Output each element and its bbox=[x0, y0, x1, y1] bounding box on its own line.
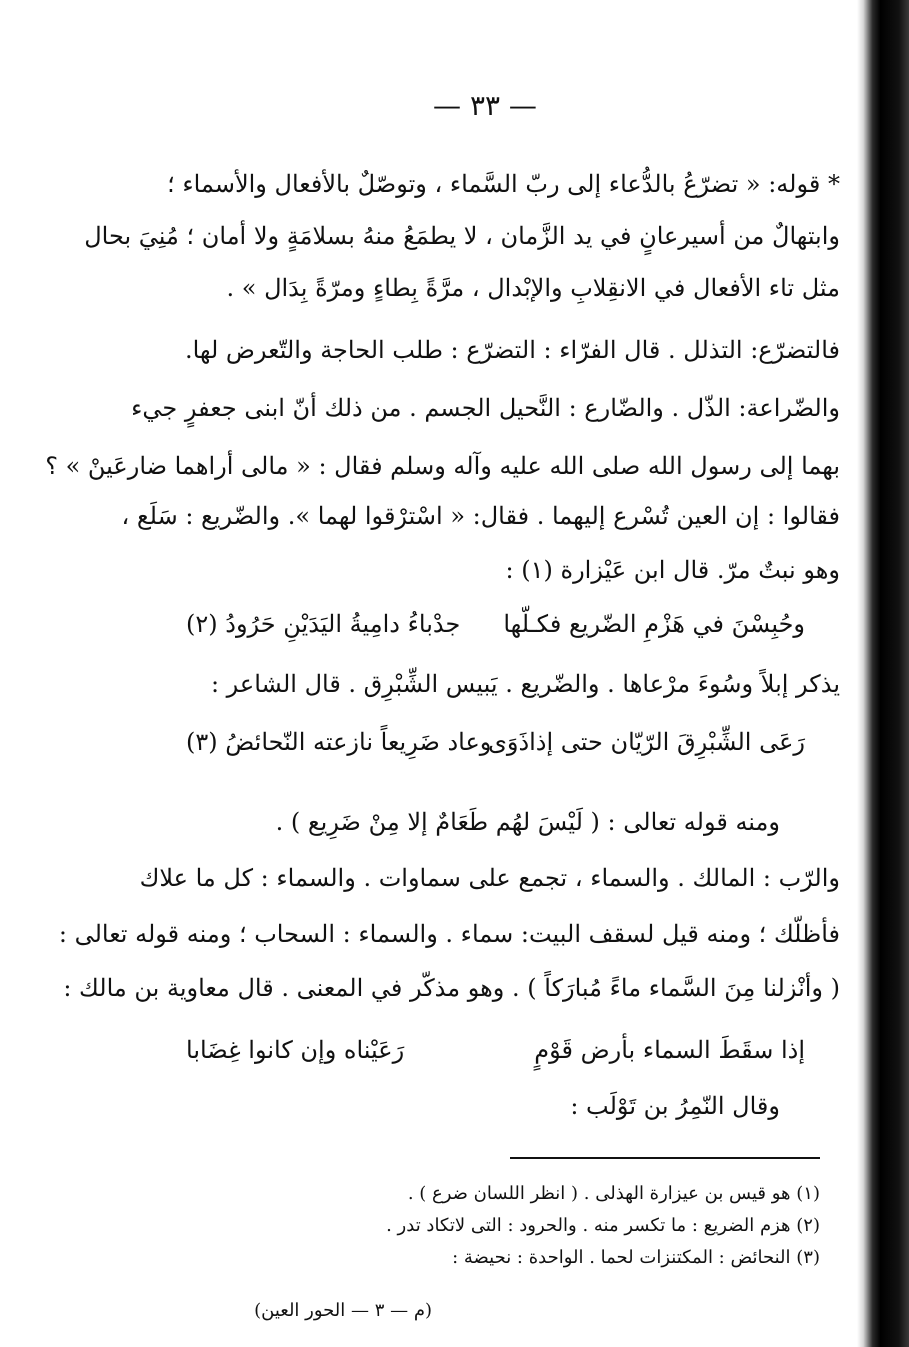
paragraph1-line-2: وابتهالٌ من أسيرعانٍ في يد الزَّمان ، لا يطمَعُ منهُ بسلامَةٍ ولا أمان ؛ مُنِيَ بحال bbox=[84, 222, 840, 250]
footnote-2: (٢) هزم الضريع : ما تكسر منه . والحرود : التى لاتكاد تدر . bbox=[386, 1215, 820, 1236]
paragraph1-line-1: * قوله: « تضرّعُ بالدُّعاء إلى ربّ السَّماء ، وتوصّلٌ بالأفعال والأسماء ؛ bbox=[167, 170, 840, 198]
paragraph6-line-1: وقال النّمِرُ بن تَوْلَب : bbox=[570, 1092, 780, 1120]
paragraph2-line-5: وهو نبتٌ مرّ. قال ابن عَيْزارة (١) : bbox=[505, 556, 840, 584]
verse2-first-hemistich: رَعَى الشِّبْرِقَ الرّيّان حتى إذاذَوَى bbox=[488, 728, 805, 756]
signature-mark: (م — ٣ — الحور العين) bbox=[254, 1300, 432, 1321]
paragraph1-line-3: مثل تاء الأفعال في الانقِلابِ والإبْدال ، مرَّةً بِطاءٍ ومرّةً بِدَال » . bbox=[226, 274, 840, 302]
footnote-3: (٣) النحائض : المكتنزات لحما . الواحدة : نحيضة : bbox=[452, 1247, 820, 1268]
footnote-1: (١) هو قيس بن عيزارة الهذلى . ( انظر اللسان ضرع ) . bbox=[407, 1183, 820, 1204]
paragraph5-line-2: فأظلّك ؛ ومنه قيل لسقف البيت: سماء . والسماء : السحاب ؛ ومنه قوله تعالى : bbox=[58, 920, 840, 948]
paragraph3-line-1: يذكر إبلاً وسُوءَ مرْعاها . والضّريع . يَبيس الشِّبْرِق . قال الشاعر : bbox=[210, 670, 840, 698]
footnotes bbox=[230, 0, 820, 1290]
verse2-second-hemistich: وعاد ضَرِيعاً نازعته النّحائضُ (٣) bbox=[186, 728, 492, 756]
paragraph5-line-3: ( وأنْزلنا مِنَ السَّماء ماءً مُبارَكاً ) . وهو مذكّر في المعنى . قال معاوية بن مالك : bbox=[63, 974, 840, 1002]
book-spine-shadow bbox=[857, 0, 909, 1347]
verse1-second-hemistich: جدْباءُ دامِيةُ اليَدَيْنِ حَرُودُ (٢) bbox=[186, 610, 461, 638]
paragraph2-line-2: والضّراعة: الذّل . والضّارع : النَّحيل الجسم . من ذلك أنّ ابنى جعفرٍ جيء bbox=[131, 394, 840, 422]
paragraph2-line-1: فالتضرّع: التذلل . قال الفرّاء : التضرّع : طلب الحاجة والتّعرض لها. bbox=[184, 336, 840, 364]
paragraph2-line-3: بهما إلى رسول الله صلى الله عليه وآله وسلم فقال : « مالى أراهما ضارعَينْ » ؟ bbox=[45, 452, 840, 480]
page-number: — ٣٣ — bbox=[433, 89, 537, 122]
paragraph2-line-4: فقالوا : إن العين تُسْرع إليهما . فقال: « اسْترْقوا لهما ». والضّريع : سَلَع ، bbox=[121, 502, 840, 530]
verse3-first-hemistich: إذا سقَطَ السماء بأرض قَوْمٍ bbox=[534, 1036, 805, 1064]
paragraph4-line-1: ومنه قوله تعالى : ( لَيْسَ لهُم طَعَامٌ إلا مِنْ ضَرِيع ) . bbox=[275, 808, 780, 836]
verse1-first-hemistich: وحُبِسْنَ في هَزْمِ الضّريع فكـلّها bbox=[503, 610, 805, 638]
paragraph5-line-1: والرّب : المالك . والسماء ، تجمع على سماوات . والسماء : كل ما علاك bbox=[139, 864, 840, 892]
verse3-second-hemistich: رَعَيْناه وإن كانوا غِضَابا bbox=[186, 1036, 405, 1064]
